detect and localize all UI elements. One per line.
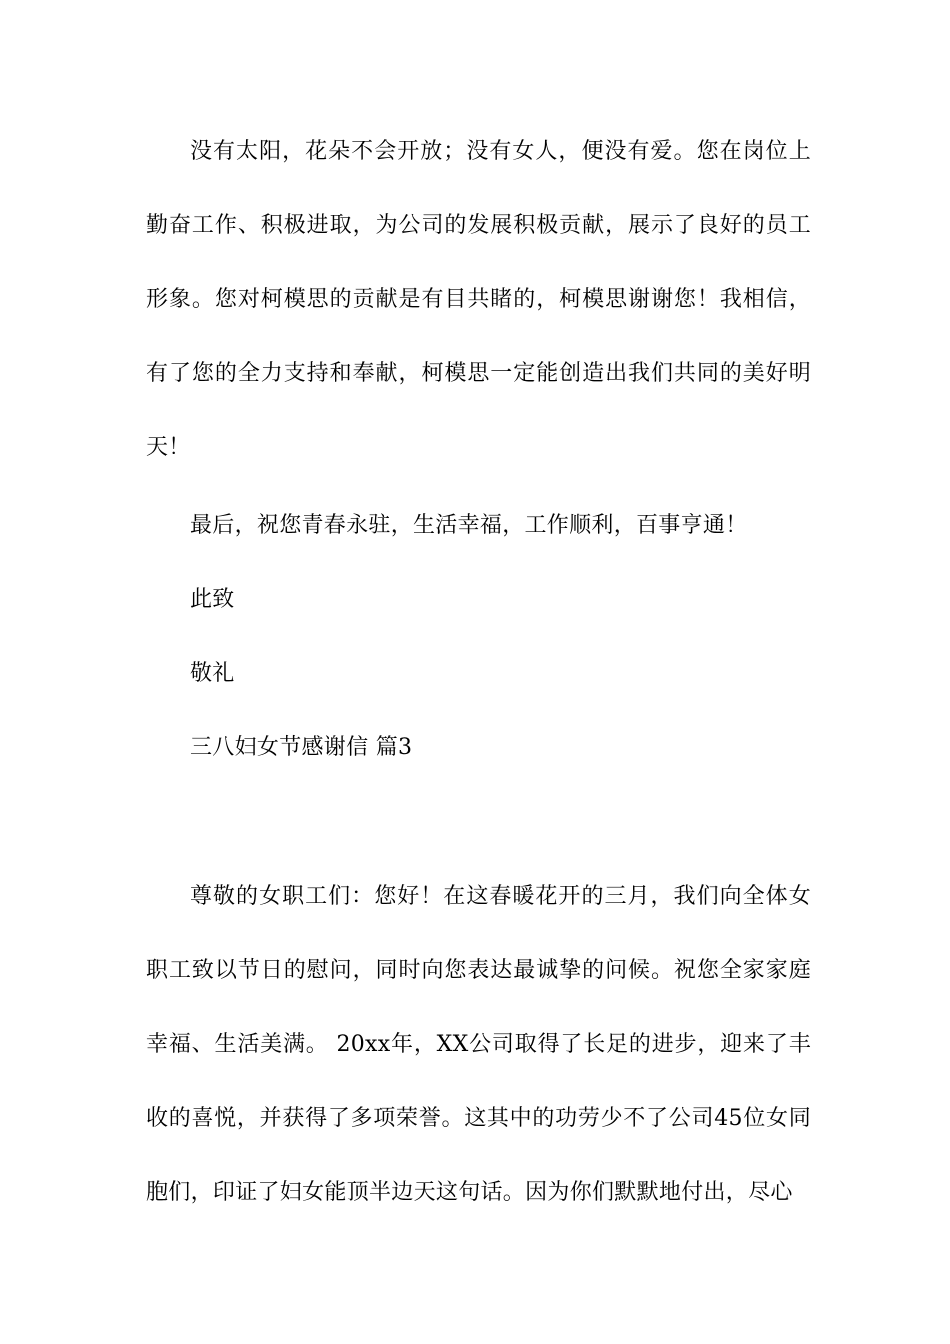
closing-salutation: 此致 [190,587,235,612]
section-title: 三八妇女节感谢信 篇3 [190,735,413,760]
paragraph-letter-3: 尊敬的女职工们：您好！在这春暖花开的三月，我们向全体女职工致以节日的慰问，同时向您表达最诚挚的问候。祝您全家家庭幸福、生活美满。 20xx年，XX公司取得了长足的进步，迎来了丰收的喜悦，并获得了多项荣誉。这其中的功劳少不了公司45位女同胞们，印证了妇女能顶半边天这句话。因为你们默默地付出，尽心 [146,884,811,1205]
paragraph-wishes: 最后，祝您青春永驻，生活幸福，工作顺利，百事亨通！ [190,513,748,538]
paragraph-thanks: 没有太阳，花朵不会开放；没有女人，便没有爱。您在岗位上勤奋工作、积极进取，为公司的发展积极贡献，展示了良好的员工形象。您对柯模思的贡献是有目共睹的，柯模思谢谢您！我相信，有了您的全力支持和奉献，柯模思一定能创造出我们共同的美好明天！ [146,139,811,460]
closing-regards: 敬礼 [190,661,235,686]
